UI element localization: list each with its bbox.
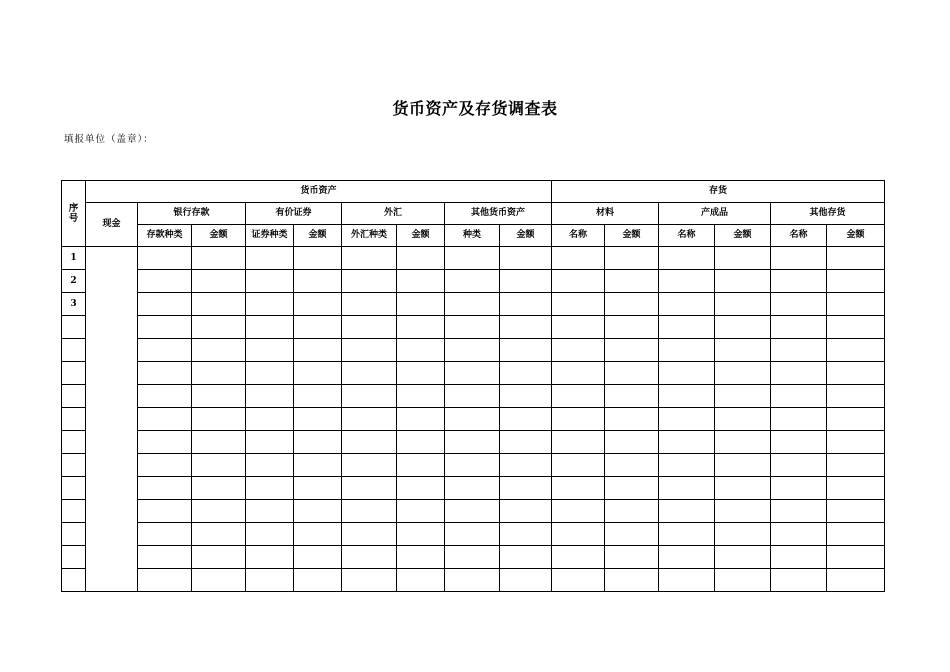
table-cell[interactable] [715, 431, 771, 454]
table-cell[interactable] [771, 316, 827, 339]
amount-header: 金额 [827, 225, 885, 247]
table-cell[interactable] [294, 454, 342, 477]
table-cell[interactable] [397, 500, 445, 523]
table-cell[interactable] [827, 454, 885, 477]
row-number: 2 [62, 270, 86, 293]
table-cell[interactable] [500, 569, 552, 592]
table-cell[interactable] [397, 247, 445, 270]
table-cell[interactable] [445, 477, 500, 500]
table-cell[interactable] [397, 408, 445, 431]
table-cell[interactable] [397, 546, 445, 569]
table-cell[interactable] [294, 477, 342, 500]
table-cell[interactable] [342, 454, 397, 477]
table-cell[interactable] [246, 316, 294, 339]
table-cell[interactable] [827, 293, 885, 316]
table-cell[interactable] [500, 523, 552, 546]
table-cell[interactable] [138, 569, 192, 592]
table-cell[interactable] [138, 362, 192, 385]
table-cell[interactable] [659, 500, 715, 523]
table-cell[interactable] [605, 270, 659, 293]
row-number [62, 546, 86, 569]
table-cell[interactable] [294, 500, 342, 523]
table-cell[interactable] [715, 500, 771, 523]
table-cell[interactable] [294, 293, 342, 316]
table-cell[interactable] [138, 431, 192, 454]
table-cell[interactable] [192, 316, 246, 339]
table-cell[interactable] [342, 546, 397, 569]
table-cell[interactable] [500, 454, 552, 477]
table-cell[interactable] [138, 316, 192, 339]
table-cell[interactable] [246, 293, 294, 316]
table-cell[interactable] [445, 454, 500, 477]
table-cell[interactable] [397, 477, 445, 500]
table-cell[interactable] [342, 523, 397, 546]
amount-header: 金额 [397, 225, 445, 247]
table-row [62, 408, 885, 431]
table-cell[interactable] [500, 408, 552, 431]
table-cell[interactable] [715, 569, 771, 592]
table-row [62, 500, 885, 523]
table-cell[interactable] [715, 385, 771, 408]
table-cell[interactable] [500, 431, 552, 454]
table-cell[interactable] [342, 362, 397, 385]
table-cell[interactable] [342, 293, 397, 316]
table-cell[interactable] [192, 523, 246, 546]
amount-header: 金额 [192, 225, 246, 247]
row-number [62, 385, 86, 408]
table-cell[interactable] [294, 431, 342, 454]
table-cell[interactable] [445, 569, 500, 592]
table-cell[interactable] [552, 431, 605, 454]
table-cell[interactable] [342, 316, 397, 339]
table-cell[interactable] [715, 362, 771, 385]
table-cell[interactable] [552, 477, 605, 500]
table-cell[interactable] [605, 408, 659, 431]
table-cell[interactable] [552, 362, 605, 385]
table-cell[interactable] [552, 293, 605, 316]
table-row [62, 270, 885, 293]
cash-header: 现金 [86, 203, 138, 247]
table-cell[interactable] [397, 339, 445, 362]
table-cell[interactable] [192, 477, 246, 500]
table-cell[interactable] [605, 293, 659, 316]
table-cell[interactable] [500, 477, 552, 500]
inventory-header: 存货 [552, 181, 885, 203]
table-cell[interactable] [827, 523, 885, 546]
table-cell[interactable] [192, 339, 246, 362]
table-cell[interactable] [192, 362, 246, 385]
table-cell[interactable] [771, 362, 827, 385]
table-cell[interactable] [445, 500, 500, 523]
table-cell[interactable] [827, 270, 885, 293]
table-cell[interactable] [605, 454, 659, 477]
table-row [62, 293, 885, 316]
bank-deposit-header: 银行存款 [138, 203, 246, 225]
table-cell[interactable] [605, 500, 659, 523]
table-cell[interactable] [192, 385, 246, 408]
amount-header: 金额 [500, 225, 552, 247]
table-cell[interactable] [397, 431, 445, 454]
table-cell[interactable] [246, 546, 294, 569]
table-cell[interactable] [445, 408, 500, 431]
row-number [62, 408, 86, 431]
table-cell[interactable] [138, 339, 192, 362]
table-cell[interactable] [827, 316, 885, 339]
table-cell[interactable] [605, 546, 659, 569]
table-cell[interactable] [771, 569, 827, 592]
table-cell[interactable] [445, 247, 500, 270]
row-number [62, 523, 86, 546]
table-cell[interactable] [659, 408, 715, 431]
table-cell[interactable] [342, 408, 397, 431]
table-cell[interactable] [827, 408, 885, 431]
table-cell[interactable] [397, 385, 445, 408]
table-cell[interactable] [397, 293, 445, 316]
table-row [62, 523, 885, 546]
deposit-type-header: 存款种类 [138, 225, 192, 247]
table-cell[interactable] [605, 247, 659, 270]
table-cell[interactable] [246, 500, 294, 523]
amount-header: 金额 [605, 225, 659, 247]
table-cell[interactable] [445, 316, 500, 339]
header-row-1 [62, 181, 885, 203]
table-cell[interactable] [246, 431, 294, 454]
table-cell[interactable] [552, 546, 605, 569]
table-cell[interactable] [605, 316, 659, 339]
table-cell[interactable] [659, 293, 715, 316]
table-cell[interactable] [771, 477, 827, 500]
kind-header: 种类 [445, 225, 500, 247]
table-cell[interactable] [192, 293, 246, 316]
table-row [62, 431, 885, 454]
table-cell[interactable] [552, 569, 605, 592]
table-cell[interactable] [552, 523, 605, 546]
table-cell[interactable] [246, 385, 294, 408]
table-cell[interactable] [342, 270, 397, 293]
table-cell[interactable] [342, 431, 397, 454]
table-cell[interactable] [138, 546, 192, 569]
row-number [62, 316, 86, 339]
table-cell[interactable] [138, 270, 192, 293]
table-cell[interactable] [715, 339, 771, 362]
table-cell[interactable] [659, 247, 715, 270]
table-cell[interactable] [605, 385, 659, 408]
table-cell[interactable] [445, 293, 500, 316]
table-cell[interactable] [552, 316, 605, 339]
foreign-exchange-header: 外汇 [342, 203, 445, 225]
table-cell[interactable] [445, 362, 500, 385]
table-cell[interactable] [138, 500, 192, 523]
table-row [62, 385, 885, 408]
table-cell[interactable] [827, 431, 885, 454]
table-row [62, 569, 885, 592]
table-cell[interactable] [771, 500, 827, 523]
table-cell[interactable] [294, 523, 342, 546]
table-cell[interactable] [552, 500, 605, 523]
row-number [62, 569, 86, 592]
name-header: 名称 [659, 225, 715, 247]
table-row [62, 247, 885, 270]
table-cell[interactable] [246, 569, 294, 592]
table-cell[interactable] [715, 247, 771, 270]
table-cell[interactable] [342, 339, 397, 362]
table-cell[interactable] [445, 270, 500, 293]
table-cell[interactable] [342, 385, 397, 408]
table-cell[interactable] [605, 339, 659, 362]
table-cell[interactable] [192, 431, 246, 454]
table-cell[interactable] [715, 454, 771, 477]
table-cell[interactable] [715, 270, 771, 293]
row-number [62, 454, 86, 477]
table-cell[interactable] [294, 247, 342, 270]
table-cell[interactable] [397, 454, 445, 477]
header-row-2 [62, 203, 885, 225]
table-cell[interactable] [246, 362, 294, 385]
table-cell[interactable] [246, 339, 294, 362]
table-cell[interactable] [771, 454, 827, 477]
table-cell[interactable] [827, 546, 885, 569]
table-cell[interactable] [294, 270, 342, 293]
table-cell[interactable] [342, 569, 397, 592]
table-cell[interactable] [192, 546, 246, 569]
table-cell[interactable] [397, 316, 445, 339]
table-cell[interactable] [138, 247, 192, 270]
securities-header: 有价证券 [246, 203, 342, 225]
table-cell[interactable] [659, 270, 715, 293]
table-cell[interactable] [138, 385, 192, 408]
table-cell[interactable] [715, 477, 771, 500]
table-cell[interactable] [500, 339, 552, 362]
table-cell[interactable] [246, 454, 294, 477]
table-cell[interactable] [445, 431, 500, 454]
table-cell[interactable] [827, 362, 885, 385]
table-cell[interactable] [445, 385, 500, 408]
table-cell[interactable] [500, 385, 552, 408]
table-cell[interactable] [659, 454, 715, 477]
row-number: 1 [62, 247, 86, 270]
survey-table [61, 180, 885, 592]
table-cell[interactable] [659, 362, 715, 385]
finished-goods-header: 产成品 [659, 203, 771, 225]
table-cell[interactable] [827, 477, 885, 500]
table-cell[interactable] [771, 546, 827, 569]
table-cell[interactable] [397, 270, 445, 293]
row-number [62, 500, 86, 523]
table-row [62, 339, 885, 362]
table-cell[interactable] [827, 339, 885, 362]
table-row [62, 546, 885, 569]
other-inventory-header: 其他存货 [771, 203, 885, 225]
table-cell[interactable] [715, 316, 771, 339]
table-cell[interactable] [294, 339, 342, 362]
table-cell[interactable] [552, 339, 605, 362]
table-cell[interactable] [138, 523, 192, 546]
table-cell[interactable] [192, 454, 246, 477]
table-cell[interactable] [246, 270, 294, 293]
row-number: 3 [62, 293, 86, 316]
table-cell[interactable] [659, 339, 715, 362]
table-cell[interactable] [771, 247, 827, 270]
table-cell[interactable] [659, 523, 715, 546]
table-cell[interactable] [500, 247, 552, 270]
security-type-header: 证券种类 [246, 225, 294, 247]
table-cell[interactable] [138, 408, 192, 431]
table-cell[interactable] [605, 431, 659, 454]
table-cell[interactable] [192, 247, 246, 270]
row-number [62, 362, 86, 385]
table-cell[interactable] [397, 523, 445, 546]
table-cell[interactable] [659, 546, 715, 569]
materials-header: 材料 [552, 203, 659, 225]
table-cell[interactable] [500, 270, 552, 293]
name-header: 名称 [771, 225, 827, 247]
row-number [62, 431, 86, 454]
table-cell[interactable] [771, 408, 827, 431]
table-row [62, 477, 885, 500]
table-cell[interactable] [294, 408, 342, 431]
table-cell[interactable] [500, 500, 552, 523]
table-cell[interactable] [827, 385, 885, 408]
table-cell[interactable] [246, 408, 294, 431]
table-cell[interactable] [192, 500, 246, 523]
table-cell[interactable] [771, 431, 827, 454]
table-cell[interactable] [605, 523, 659, 546]
table-cell[interactable] [397, 569, 445, 592]
table-body [62, 247, 885, 592]
table-cell[interactable] [294, 385, 342, 408]
table-cell[interactable] [715, 546, 771, 569]
table-cell[interactable] [715, 293, 771, 316]
table-cell[interactable] [500, 362, 552, 385]
table-cell[interactable] [827, 247, 885, 270]
table-cell[interactable] [342, 500, 397, 523]
table-cell[interactable] [397, 362, 445, 385]
table-cell[interactable] [715, 408, 771, 431]
table-cell[interactable] [771, 270, 827, 293]
table-cell[interactable] [605, 477, 659, 500]
table-cell[interactable] [552, 408, 605, 431]
reporting-unit-label: 填报单位（盖章）： [64, 134, 154, 145]
seq-header: 序 号 [62, 181, 86, 247]
table-cell[interactable] [659, 316, 715, 339]
table-cell[interactable] [552, 270, 605, 293]
fx-type-header: 外汇种类 [342, 225, 397, 247]
table-cell[interactable] [192, 270, 246, 293]
table-cell[interactable] [552, 385, 605, 408]
row-number [62, 477, 86, 500]
table-cell[interactable] [771, 523, 827, 546]
table-cell[interactable] [138, 454, 192, 477]
other-monetary-header: 其他货币资产 [445, 203, 552, 225]
table-row [62, 362, 885, 385]
table-cell[interactable] [659, 431, 715, 454]
table-row [62, 454, 885, 477]
table-cell[interactable] [445, 523, 500, 546]
table-cell[interactable] [500, 316, 552, 339]
table-row [62, 316, 885, 339]
table-cell[interactable] [552, 454, 605, 477]
table-cell[interactable] [500, 293, 552, 316]
table-cell[interactable] [659, 569, 715, 592]
row-number [62, 339, 86, 362]
table-cell[interactable] [246, 477, 294, 500]
table-cell[interactable] [294, 316, 342, 339]
document-title: 货币资产及存货调查表 [392, 99, 558, 118]
table-cell[interactable] [138, 477, 192, 500]
table-cell[interactable] [659, 477, 715, 500]
table-cell[interactable] [192, 569, 246, 592]
amount-header: 金额 [294, 225, 342, 247]
table-cell[interactable] [771, 385, 827, 408]
table-cell[interactable] [192, 408, 246, 431]
table-cell[interactable] [138, 293, 192, 316]
table-cell[interactable] [771, 339, 827, 362]
table-cell[interactable] [827, 500, 885, 523]
table-cell[interactable] [771, 293, 827, 316]
table-cell[interactable] [294, 569, 342, 592]
table-cell[interactable] [605, 569, 659, 592]
table-cell[interactable] [500, 546, 552, 569]
monetary-assets-header: 货币资产 [86, 181, 552, 203]
table-cell[interactable] [715, 523, 771, 546]
table-cell[interactable] [294, 362, 342, 385]
table-cell[interactable] [342, 247, 397, 270]
cash-cell[interactable] [86, 247, 138, 592]
table-cell[interactable] [246, 523, 294, 546]
amount-header: 金额 [715, 225, 771, 247]
table-cell[interactable] [605, 362, 659, 385]
name-header: 名称 [552, 225, 605, 247]
table-cell[interactable] [445, 339, 500, 362]
table-cell[interactable] [246, 247, 294, 270]
table-cell[interactable] [445, 546, 500, 569]
table-cell[interactable] [294, 546, 342, 569]
table-cell[interactable] [659, 385, 715, 408]
header-row-3 [62, 225, 885, 247]
table-cell[interactable] [552, 247, 605, 270]
table-cell[interactable] [827, 569, 885, 592]
table-cell[interactable] [342, 477, 397, 500]
